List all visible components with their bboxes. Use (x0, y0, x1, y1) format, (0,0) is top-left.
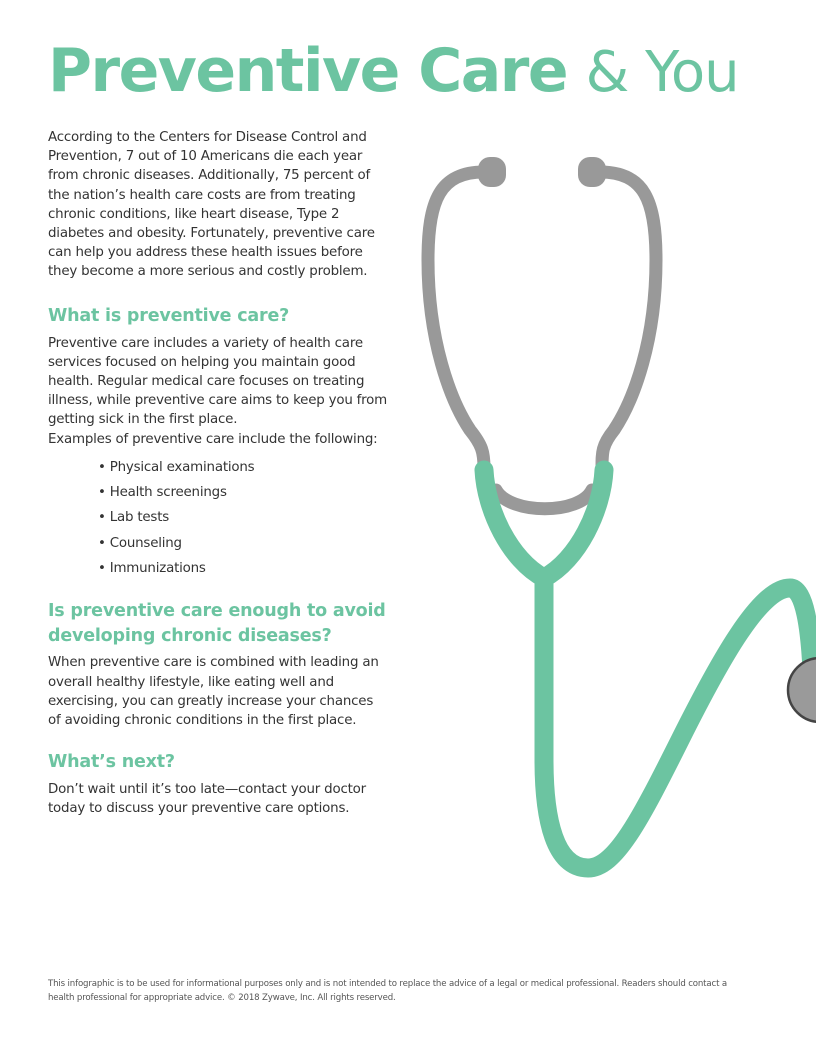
intro-paragraph: According to the Centers for Disease Control and Prevention, 7 out of 10 Americans die each year from chronic diseases. Additionally, 75 percent of the nation’s health care costs are from treating chronic conditions, like heart disease, Type 2 diabetes and obesity. Fortunately, preventive care can help you address these health issues before they become a more serious and costly problem. (48, 130, 375, 280)
list-item: • Physical examinations (98, 455, 388, 480)
heading-what-is-preventive-care: What is preventive care? (48, 305, 290, 326)
list-item: • Counseling (98, 531, 388, 556)
title-light: & You (585, 40, 739, 105)
list-intro: Examples of preventive care include the following: (48, 431, 378, 447)
list-item: • Immunizations (98, 556, 388, 581)
list-item: • Health screenings (98, 480, 388, 505)
chestpiece (788, 658, 816, 722)
heading-whats-next: What’s next? (48, 752, 175, 773)
section-body-whats-next: Don’t wait until it’s too late—contact your doctor today to discuss your preventive care options. (48, 782, 366, 817)
right-ear-tip (578, 157, 606, 187)
headset-tubes (428, 172, 656, 509)
section-body-is-enough: When preventive care is combined with leading an overall healthy lifestyle, like eating well and exercising, you can greatly increase your chances of avoiding chronic conditions in the first place. (48, 655, 379, 728)
section-body-what-is: Preventive care includes a variety of health care services focused on helping you maintain good health. Regular medical care focuses on treating illness, while preventive care aims to keep you from getting sick in the first place. (48, 335, 388, 428)
heading-is-preventive-care-enough: Is preventive care enough to avoid developing chronic diseases? (48, 601, 386, 647)
title-bold: Preventive Care (48, 36, 568, 106)
list-item: • Lab tests (98, 505, 388, 530)
tubing (484, 470, 812, 868)
left-ear-tip (478, 157, 506, 187)
disclaimer-footer: This infographic is to be used for informational purposes only and is not intended to replace the advice of a legal or medical professional. Readers should contact a health professional for appropriate advice. © 2018 Zywave, Inc. All rights reserved. (48, 979, 728, 1003)
